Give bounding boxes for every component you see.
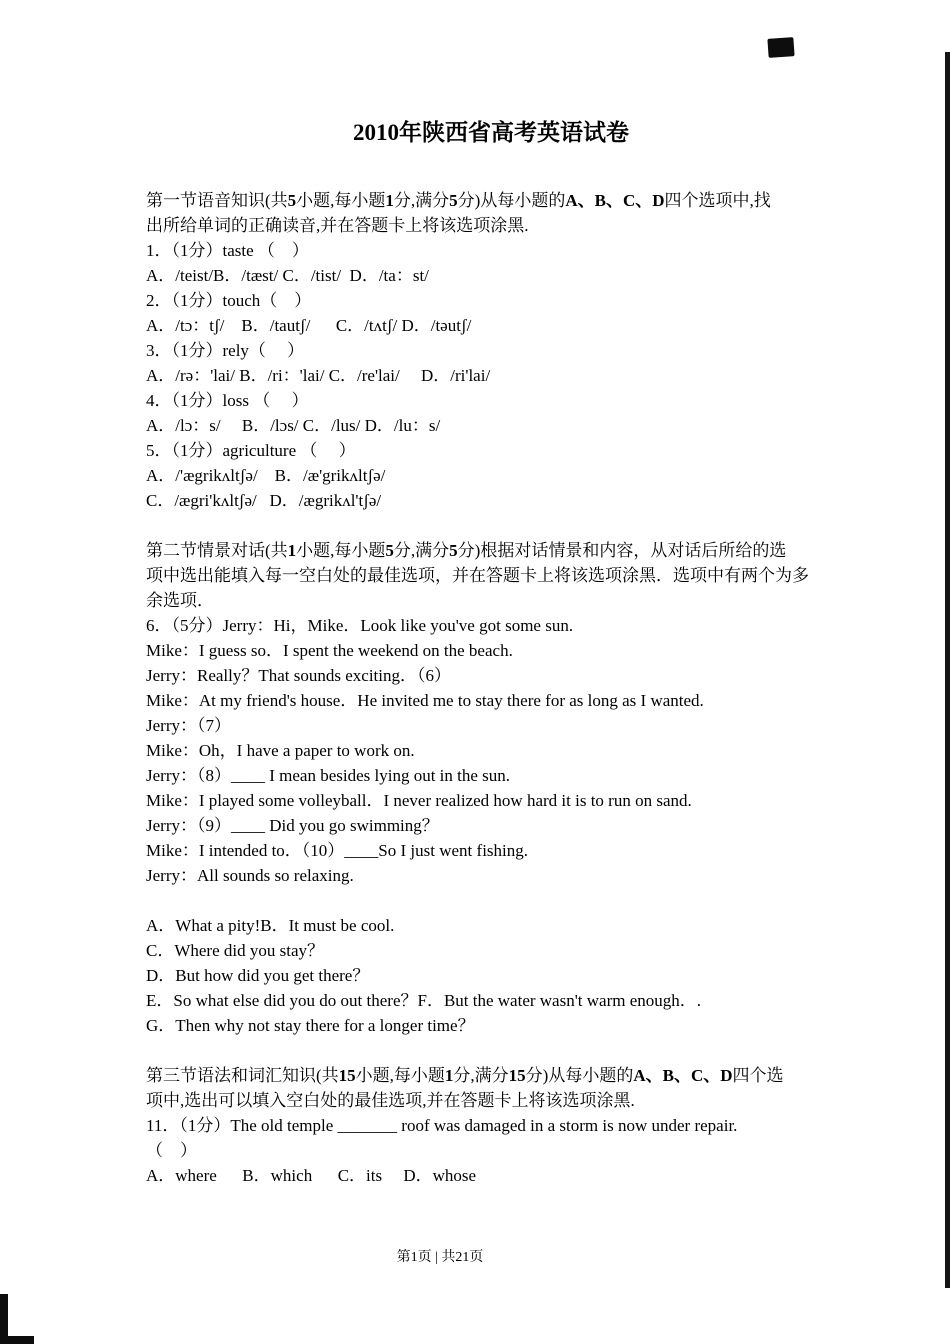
dialog-line-11: Jerry：All sounds so relaxing. bbox=[146, 866, 354, 885]
choice-c: C．Where did you stay？ bbox=[146, 941, 324, 960]
dialog-line-7: Jerry：（8）____ I mean besides lying out in the sun. bbox=[146, 766, 511, 785]
section1-intro-line2: 出所给单词的正确读音,并在答题卡上将该选项涂黑. bbox=[146, 216, 529, 235]
dialog-line-6: Mike：Oh，I have a paper to work on. bbox=[146, 741, 415, 760]
q1-options: A．/teist/B．/tæst/ C．/tist/ D．/ta：st/ bbox=[146, 266, 429, 285]
q3-stem: 3．（1分）rely（ ） bbox=[146, 341, 305, 360]
exam-title: 2010年陕西省高考英语试卷 bbox=[353, 120, 629, 145]
section2-intro-line2: 项中选出能填入每一空白处的最佳选项，并在答题卡上将该选项涂黑．选项中有两个为多 bbox=[146, 566, 809, 585]
exam-content bbox=[146, 118, 836, 1188]
dialog-line-5: Jerry：（7） bbox=[146, 716, 231, 735]
choice-ab: A．What a pity!B．It must be cool. bbox=[146, 916, 395, 935]
dialog-line-9: Jerry：（9）____ Did you go swimming？ bbox=[146, 816, 439, 835]
page-footer: 第1页 | 共21页 bbox=[396, 1250, 484, 1265]
section2-choices bbox=[146, 913, 836, 1038]
dialog-line-4: Mike：At my friend's house．He invited me to stay there for as long as I wanted. bbox=[146, 691, 704, 710]
q5-stem: 5．（1分）agriculture （ ） bbox=[146, 441, 356, 460]
choice-g: G．Then why not stay there for a longer time？ bbox=[146, 1016, 475, 1035]
scan-artifact-right-edge bbox=[945, 52, 950, 1288]
q11-options: A．where B．which C．its D．whose bbox=[146, 1166, 477, 1185]
scan-artifact-top-right bbox=[767, 37, 794, 58]
section3-intro-line2: 项中,选出可以填入空白处的最佳选项,并在答题卡上将该选项涂黑. bbox=[146, 1091, 635, 1110]
q6-stem: 6．（5分）Jerry：Hi，Mike．Look like you've got some sun. bbox=[146, 616, 574, 635]
dialog-line-10: Mike：I intended to．（10）____So I just went fishing. bbox=[146, 841, 529, 860]
q2-options: A．/tɔ：tʃ/ B．/tautʃ/ C．/tʌtʃ/ D．/təutʃ/ bbox=[146, 316, 472, 335]
section3-grammar bbox=[146, 1063, 836, 1188]
scan-artifact-bottom-left-horizontal bbox=[0, 1336, 34, 1344]
q11-stem: 11．（1分）The old temple _______ roof was damaged in a storm is now under repair. bbox=[146, 1116, 738, 1135]
choice-ef: E．So what else did you do out there？F．But the water wasn't warm enough．. bbox=[146, 991, 701, 1010]
dialog-line-2: Mike：I guess so．I spent the weekend on the beach. bbox=[146, 641, 513, 660]
q4-stem: 4．（1分）loss （ ） bbox=[146, 391, 309, 410]
q5-options-ab: A．/'ægrikʌltʃə/ B．/æ'grikʌltʃə/ bbox=[146, 466, 386, 485]
choice-d: D．But how did you get there？ bbox=[146, 966, 370, 985]
q4-options: A．/lɔ：s/ B．/lɔs/ C．/lus/ D．/lu：s/ bbox=[146, 416, 441, 435]
dialog-line-3: Jerry：Really？That sounds exciting．（6） bbox=[146, 666, 452, 685]
section2-intro-line3: 余选项． bbox=[146, 591, 214, 610]
section2-dialogue bbox=[146, 538, 836, 888]
q5-options-cd: C．/ægri'kʌltʃə/ D．/ægrikʌl'tʃə/ bbox=[146, 491, 382, 510]
section1-intro-line1: 第一节语音知识(共5小题,每小题1分,满分5分)从每小题的A、B、C、D四个选项中,找 bbox=[146, 191, 771, 210]
q3-options: A．/rə：'lai/ B．/ri：'lai/ C．/re'lai/ D．/ri'lai/ bbox=[146, 366, 491, 385]
q2-stem: 2．（1分）touch（ ） bbox=[146, 291, 312, 310]
section2-intro-line1: 第二节情景对话(共1小题,每小题5分,满分5分)根据对话情景和内容，从对话后所给的选 bbox=[146, 541, 787, 560]
section3-intro-line1: 第三节语法和词汇知识(共15小题,每小题1分,满分15分)从每小题的A、B、C、D四个选 bbox=[146, 1066, 784, 1085]
dialog-line-8: Mike：I played some volleyball．I never realized how hard it is to run on sand. bbox=[146, 791, 692, 810]
q11-answer-bracket: （ ） bbox=[146, 1141, 197, 1160]
section1-phonetics bbox=[146, 188, 836, 513]
q1-stem: 1．（1分）taste （ ） bbox=[146, 241, 309, 260]
